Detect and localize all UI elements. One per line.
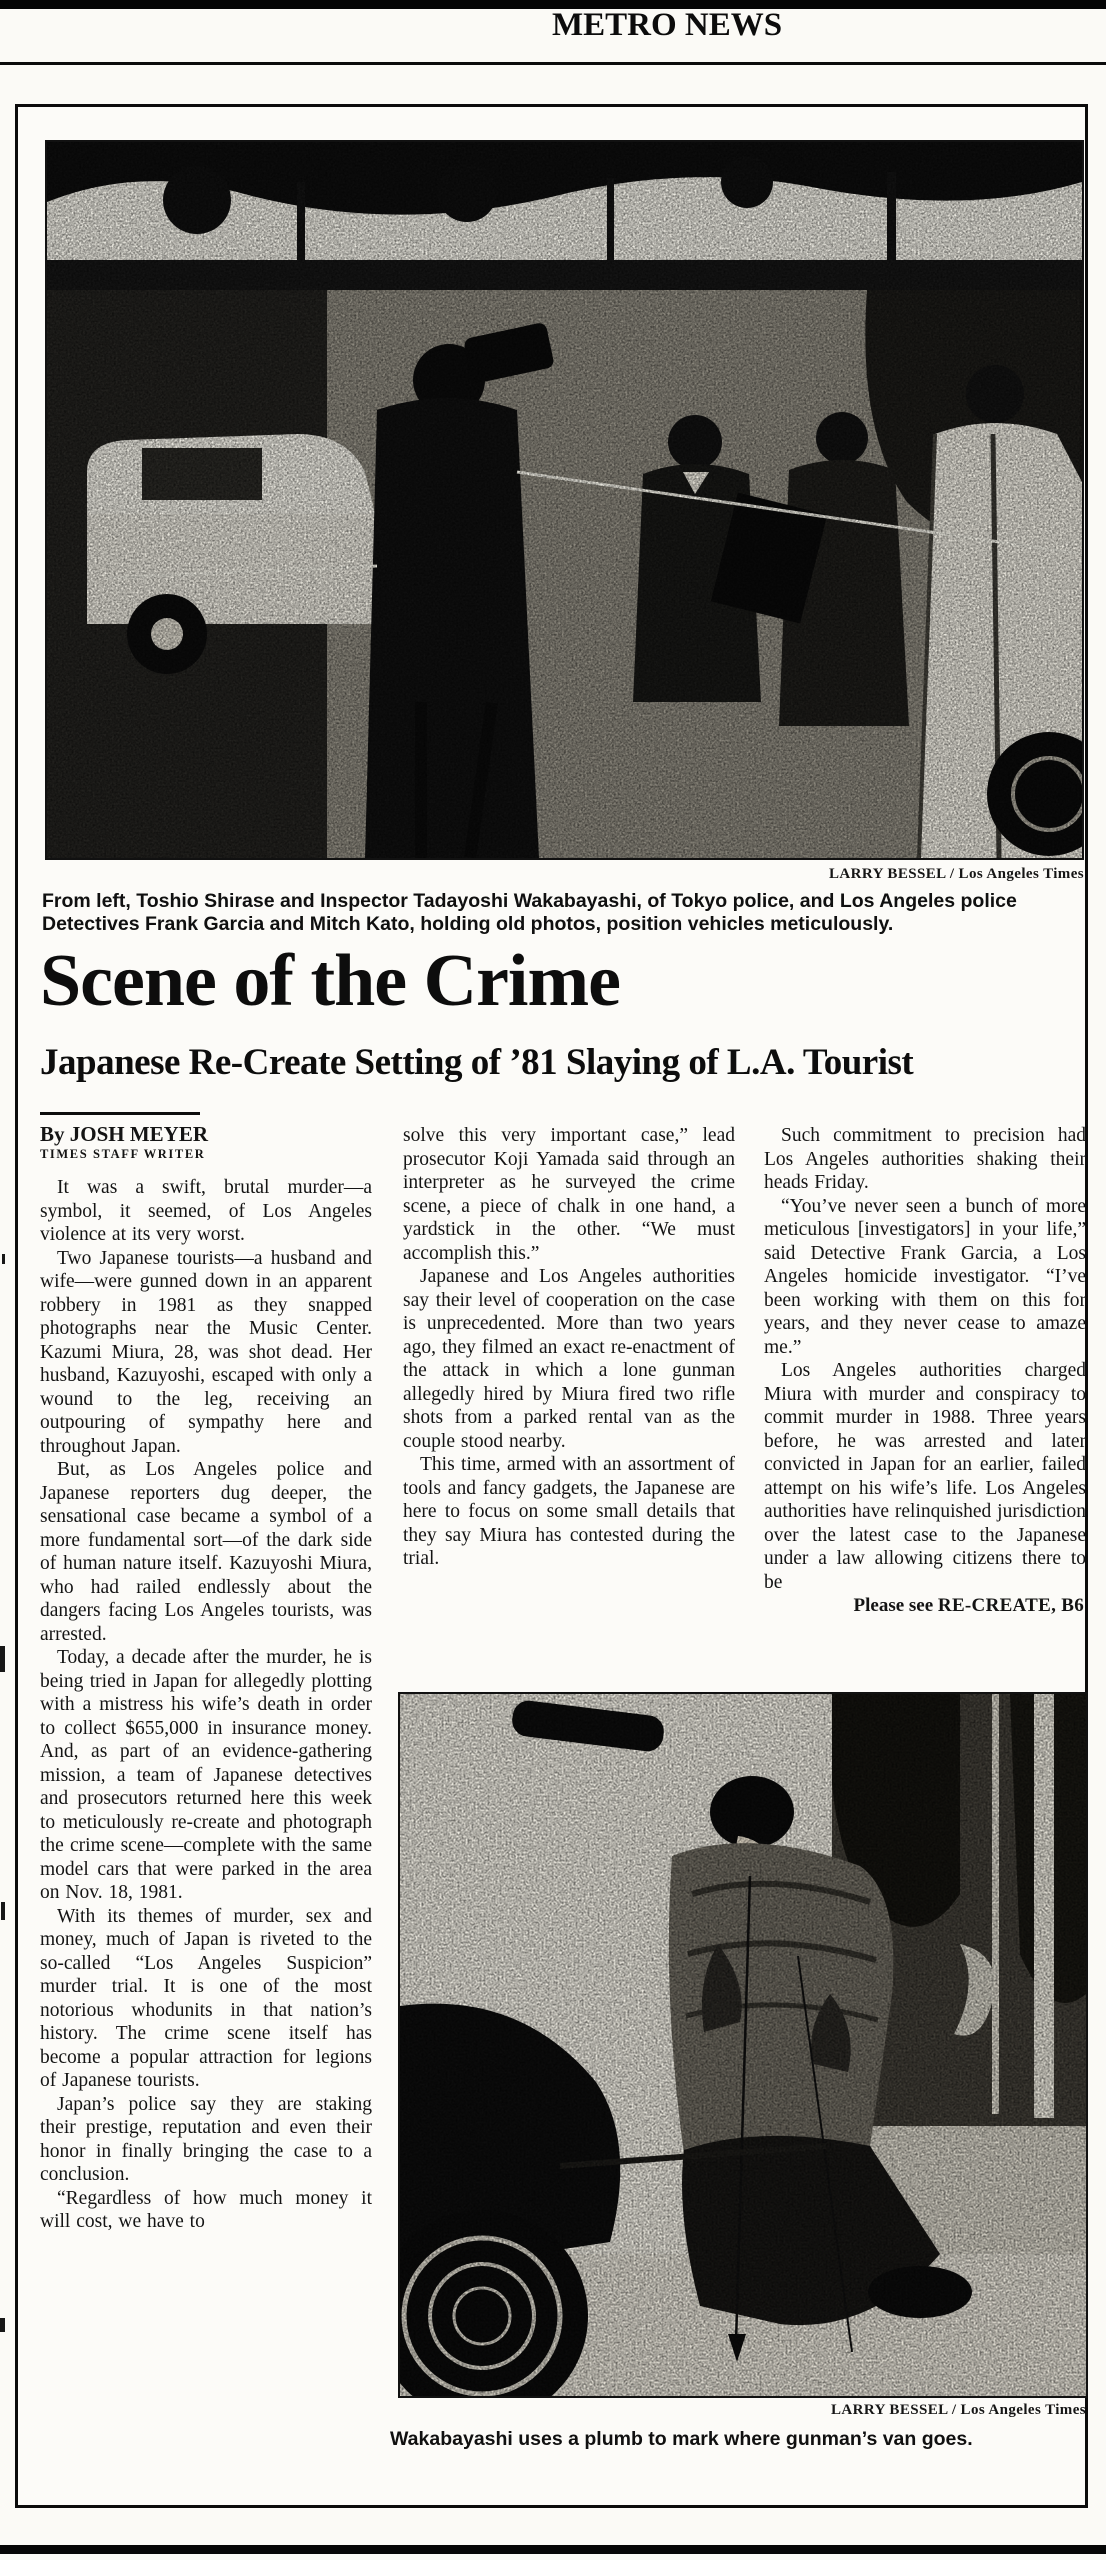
paragraph: But, as Los Angeles police and Japanese reporters dug deeper, the sensational case became a symbol of a more fundamental sort—of the dark side of human nature itself. Kazuyoshi Miura, who had railed endlessly about the dangers facing Los Angeles tourists, was arrested. <box>40 1459 372 1645</box>
column-3-text <box>764 1124 1086 1594</box>
paragraph: Japanese and Los Angeles authorities say their level of cooperation on the case is unprecedented. More than two years ago, they filmed an exact re-enactment of the attack in which a lone gunman allegedly hired by Miura fired two rifle shots from a parked rental van as the couple stood nearby. <box>403 1266 735 1452</box>
column-1-text <box>40 1176 372 2234</box>
byline: By JOSH MEYER <box>40 1122 209 1146</box>
bottom-photo <box>398 1692 1088 2398</box>
byline-rule <box>40 1112 200 1115</box>
jump-line-reference: RE-CREATE, B6 <box>937 1595 1084 1616</box>
bottom-photo-credit: LARRY BESSEL / Los Angeles Times <box>831 2402 1086 2418</box>
paragraph: Two Japanese tourists—a husband and wife—were gunned down in an apparent robbery in 1981 as they snapped photographs near the Music Center. Kazumi Miura, 28, was shot dead. Her husband, Kazuyoshi, escaped with only a wound to the leg, receiving an outpouring of sympathy here and throughout Japan. <box>40 1247 372 1457</box>
top-photo-illustration <box>47 142 1082 858</box>
paragraph: With its themes of murder, sex and money, much of Japan is riveted to the so-called “Los Angeles Suspicion” murder trial. It is one of the most notorious whodunits in that nation’s history. The crime scene itself has become a popular attraction for legions of Japanese tourists. <box>40 1905 372 2091</box>
masthead-rule <box>0 62 1106 65</box>
top-photo <box>45 140 1084 860</box>
paragraph: Such commitment to precision had Los Angeles authorities shaking their heads Friday. <box>764 1125 1086 1193</box>
paragraph: Japan’s police say they are staking their prestige, reputation and even their honor in finally bringing the case to a conclusion. <box>40 2093 372 2185</box>
paragraph: Today, a decade after the murder, he is being tried in Japan for allegedly plotting with a mistress his wife’s death in order to collect $655,000 in insurance money. And, as part of an evidence-gathering mission, a team of Japanese detectives and prosecutors returned here this week to meticulously re-create and photograph the crime scene—complete with the same model cars that were parked in the area on Nov. 18, 1981. <box>40 1647 372 1903</box>
jump-line-prefix: Please see <box>853 1595 938 1616</box>
paragraph: “You’ve never seen a bunch of more meticulous [investigators] in your life,” said Detective Frank Garcia, a Los Angeles homicide investigator. “I’ve been working with them on this for years, and they never cease to amaze me.” <box>764 1195 1086 1358</box>
subheadline: Japanese Re-Create Setting of ’81 Slaying of L.A. Tourist <box>40 1042 914 1083</box>
scan-artifact <box>1 1902 5 1920</box>
bottom-edge-rule <box>0 2545 1106 2554</box>
scan-artifact <box>0 2318 5 2332</box>
paragraph: “Regardless of how much money it will cost, we have to <box>40 2187 372 2232</box>
article-column-3 <box>764 1124 1086 1618</box>
byline-title: TIMES STAFF WRITER <box>40 1147 206 1161</box>
jump-line <box>764 1594 1086 1618</box>
top-photo-credit: LARRY BESSEL / Los Angeles Times <box>829 866 1084 882</box>
section-header: METRO NEWS <box>551 7 783 43</box>
paragraph: It was a swift, brutal murder—a symbol, it seemed, of Los Angeles violence at its very worst. <box>40 1177 372 1245</box>
paragraph: This time, armed with an assortment of tools and fancy gadgets, the Japanese are here to focus on some small details that they say Miura has contested during the trial. <box>403 1454 735 1569</box>
paragraph: Los Angeles authorities charged Miura with murder and conspiracy to commit murder in 1988. Three years before, he was arrested and later convicted in Japan for an earlier, failed attempt on his wife’s life. Los Angeles authorities have relinquished jurisdiction over the latest case to the Japanese under a law allowing citizens there to be <box>764 1360 1086 1593</box>
bottom-photo-illustration <box>400 1694 1086 2396</box>
column-2-text <box>403 1265 735 1571</box>
top-photo-caption: From left, Toshio Shirase and Inspector Tadayoshi Wakabayashi, of Tokyo police, and Los Angeles police Detectives Frank Garcia and Mitch Kato, holding old photos, position vehicles meticulously. <box>42 890 1017 935</box>
bottom-photo-caption: Wakabayashi uses a plumb to mark where gunman’s van goes. <box>390 2428 973 2450</box>
scan-artifact <box>2 1254 5 1264</box>
article-column-1 <box>40 1112 372 2234</box>
column-2-continuation-paragraph: solve this very important case,” lead prosecutor Koji Yamada said through an interpreter as he surveyed the crime scene, a piece of chalk in one hand, a yardstick in the other. “We must accomplish this.” <box>403 1125 735 1264</box>
headline: Scene of the Crime <box>40 940 620 1022</box>
scan-artifact <box>0 1646 5 1672</box>
article-column-2 <box>403 1124 735 1571</box>
